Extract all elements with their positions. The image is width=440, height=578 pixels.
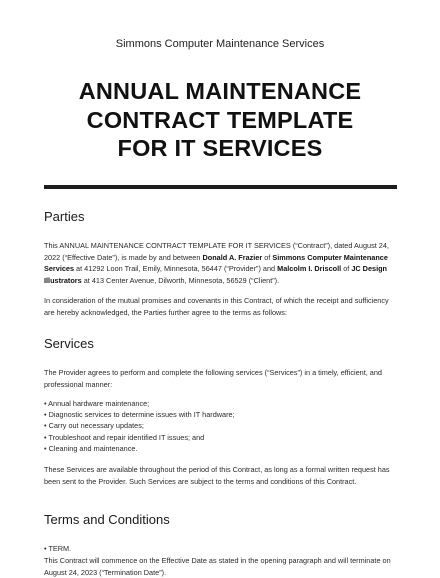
client-company-name: JC Design Illustrators — [44, 264, 388, 285]
company-name: Simmons Computer Maintenance Services — [115, 38, 325, 50]
services-outro: These Services are available throughout the period of this Contract, as long as a formal written request has been sent to the Provider. Such Services are subject to the terms and conditions of this Contract. — [44, 465, 390, 486]
title-divider — [44, 185, 397, 189]
provider-company-name: Simmons Computer Maintenance Services — [44, 252, 388, 274]
parties-paragraph-1 — [44, 240, 396, 286]
title-line-3: FOR IT SERVICES — [117, 135, 323, 161]
title-line-2: CONTRACT TEMPLATE — [86, 106, 354, 133]
provider-rep-name: Donald A. Frazier — [202, 252, 263, 262]
parties-heading: Parties — [44, 209, 85, 224]
parties-text: of — [262, 252, 273, 262]
terms-heading: Terms and Conditions — [44, 512, 170, 527]
list-item: • Annual hardware maintenance; — [44, 399, 150, 408]
parties-text: of — [341, 264, 352, 274]
parties-text: This ANNUAL MAINTENANCE CONTRACT TEMPLATE FOR IT SERVICES (“Contract”), dated August 24, 2022 (“Effective Date”), is made by and between — [44, 241, 389, 262]
services-list — [44, 398, 396, 454]
parties-text: at 41292 Loon Trail, Emily, Minnesota, 56447 (“Provider”) and — [74, 264, 278, 274]
list-item: • Carry out necessary updates; — [44, 421, 144, 431]
list-item: • Diagnostic services to determine issues with IT hardware; — [44, 410, 235, 420]
term-text: This Contract will commence on the Effective Date as stated in the opening paragraph and will terminate on August 24, 2023 (“Termination Date”). — [44, 556, 391, 577]
client-rep-name: Malcolm I. Driscoll — [277, 264, 342, 274]
term-label: • TERM. — [44, 544, 72, 553]
services-intro: The Provider agrees to perform and complete the following services (“Services”) in a timely, efficient, and professional manner: — [44, 368, 382, 389]
document-title — [0, 77, 440, 163]
list-item: • Troubleshoot and repair identified IT issues; and — [44, 432, 205, 442]
parties-text: at 413 Center Avenue, Dilworth, Minnesota, 56529 (“Client”). — [81, 275, 280, 285]
list-item: • Cleaning and maintenance. — [44, 443, 138, 453]
services-heading: Services — [44, 336, 94, 351]
parties-paragraph-2: In consideration of the mutual promises and covenants in this Contract, of which the receipt and sufficiency are hereby acknowledged, the Parties further agree to the terms as follows: — [44, 296, 389, 317]
title-line-1: ANNUAL MAINTENANCE — [78, 78, 362, 104]
